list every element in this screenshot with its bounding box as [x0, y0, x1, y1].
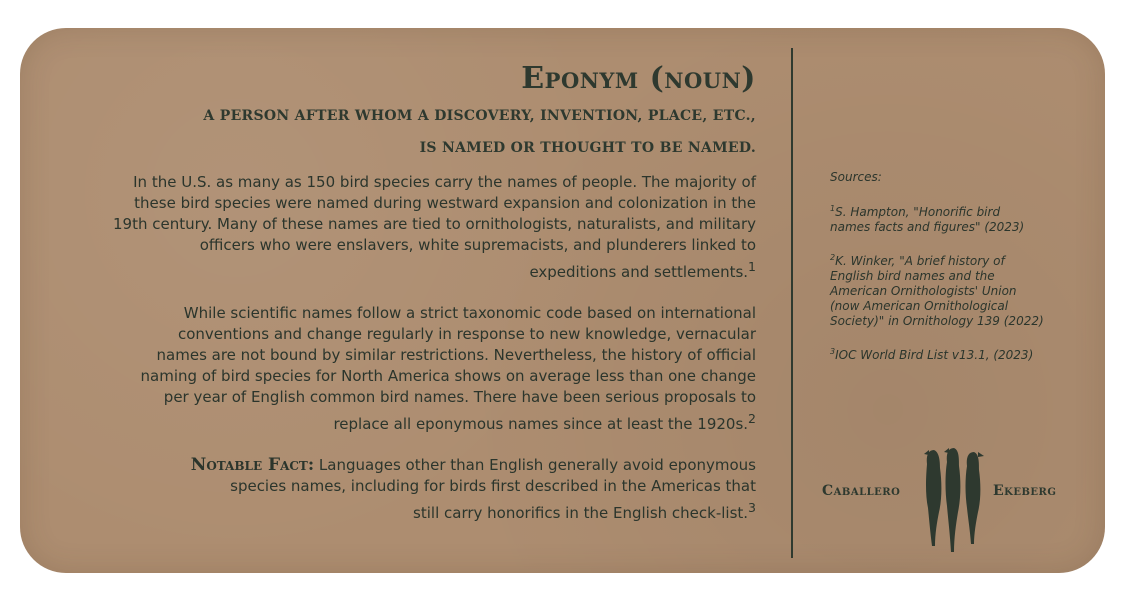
source-item — [830, 201, 1070, 235]
text-line: naming of bird species for North America shows on average less than one change — [140, 367, 756, 385]
text-line-content: Languages other than English generally avoid eponymous — [318, 456, 756, 474]
source-line: English bird names and the — [830, 269, 995, 283]
footnote-ref: 2 — [748, 411, 756, 426]
brand-name-right: Ekeberg — [993, 483, 1057, 499]
text-line: conventions and change regularly in response to new knowledge, vernacular — [177, 325, 756, 343]
notable-fact-label: Notable Fact: — [190, 455, 315, 475]
vertical-divider — [791, 48, 793, 558]
text-line — [50, 256, 756, 283]
source-line — [830, 201, 1070, 220]
source-line: American Ornithologists' Union — [830, 284, 1017, 298]
info-card — [20, 28, 1105, 573]
paragraph-history — [50, 172, 756, 283]
source-item — [830, 250, 1070, 329]
footnote-ref: 1 — [748, 259, 756, 274]
source-number: 3 — [830, 347, 836, 356]
text-line: 19th century. Many of these names are tied to ornithologists, naturalists, and military — [113, 215, 756, 233]
source-number: 2 — [830, 253, 836, 262]
source-line: (now American Ornithological — [830, 299, 1009, 313]
source-number: 1 — [830, 204, 836, 213]
three-birds-icon — [920, 446, 990, 554]
text-line: per year of English common bird names. There have been serious proposals to — [163, 388, 756, 406]
text-line: names are not bound by similar restrictions. Nevertheless, the history of official — [156, 346, 756, 364]
text-line-content: replace all eponymous names since at least the 1920s. — [333, 415, 749, 433]
source-line: names facts and figures" (2023) — [830, 220, 1025, 234]
definition — [50, 100, 756, 164]
text-line: In the U.S. as many as 150 bird species carry the names of people. The majority of — [133, 173, 756, 191]
text-line — [50, 497, 756, 524]
text-line: these bird species were named during westward expansion and colonization in the — [134, 194, 756, 212]
text-line: officers who were enslavers, white supremacists, and plunderers linked to — [199, 236, 756, 254]
source-line: Society)" in Ornithology 139 (2022) — [830, 314, 1044, 328]
sources-list — [830, 170, 1070, 378]
paragraph-notable-fact — [50, 455, 756, 524]
source-text: K. Winker, "A brief history of — [835, 254, 1005, 268]
paragraph-naming — [50, 303, 756, 435]
source-line — [830, 250, 1070, 269]
definition-line: A PERSON AFTER WHOM A DISCOVERY, INVENTION, PLACE, ETC., — [203, 108, 756, 124]
definition-line: IS NAMED OR THOUGHT TO BE NAMED. — [419, 140, 756, 156]
source-text: S. Hampton, "Honorific bird — [835, 205, 1001, 219]
source-item — [830, 344, 1070, 363]
text-line — [50, 455, 756, 476]
text-line-content: expeditions and settlements. — [529, 263, 749, 281]
source-line — [830, 344, 1070, 363]
page-title: Eponym (noun) — [521, 61, 756, 96]
main-text-column — [50, 60, 756, 524]
source-text: IOC World Bird List v13.1, (2023) — [835, 348, 1034, 362]
sources-heading: Sources: — [830, 170, 882, 184]
text-line-content: still carry honorifics in the English check-list. — [413, 504, 749, 522]
text-line: While scientific names follow a strict taxonomic code based on international — [183, 304, 756, 322]
text-line: species names, including for birds first described in the Americas that — [230, 477, 756, 495]
footnote-ref: 3 — [748, 500, 756, 515]
text-line — [50, 408, 756, 435]
brand-name-left: Caballero — [822, 483, 901, 499]
